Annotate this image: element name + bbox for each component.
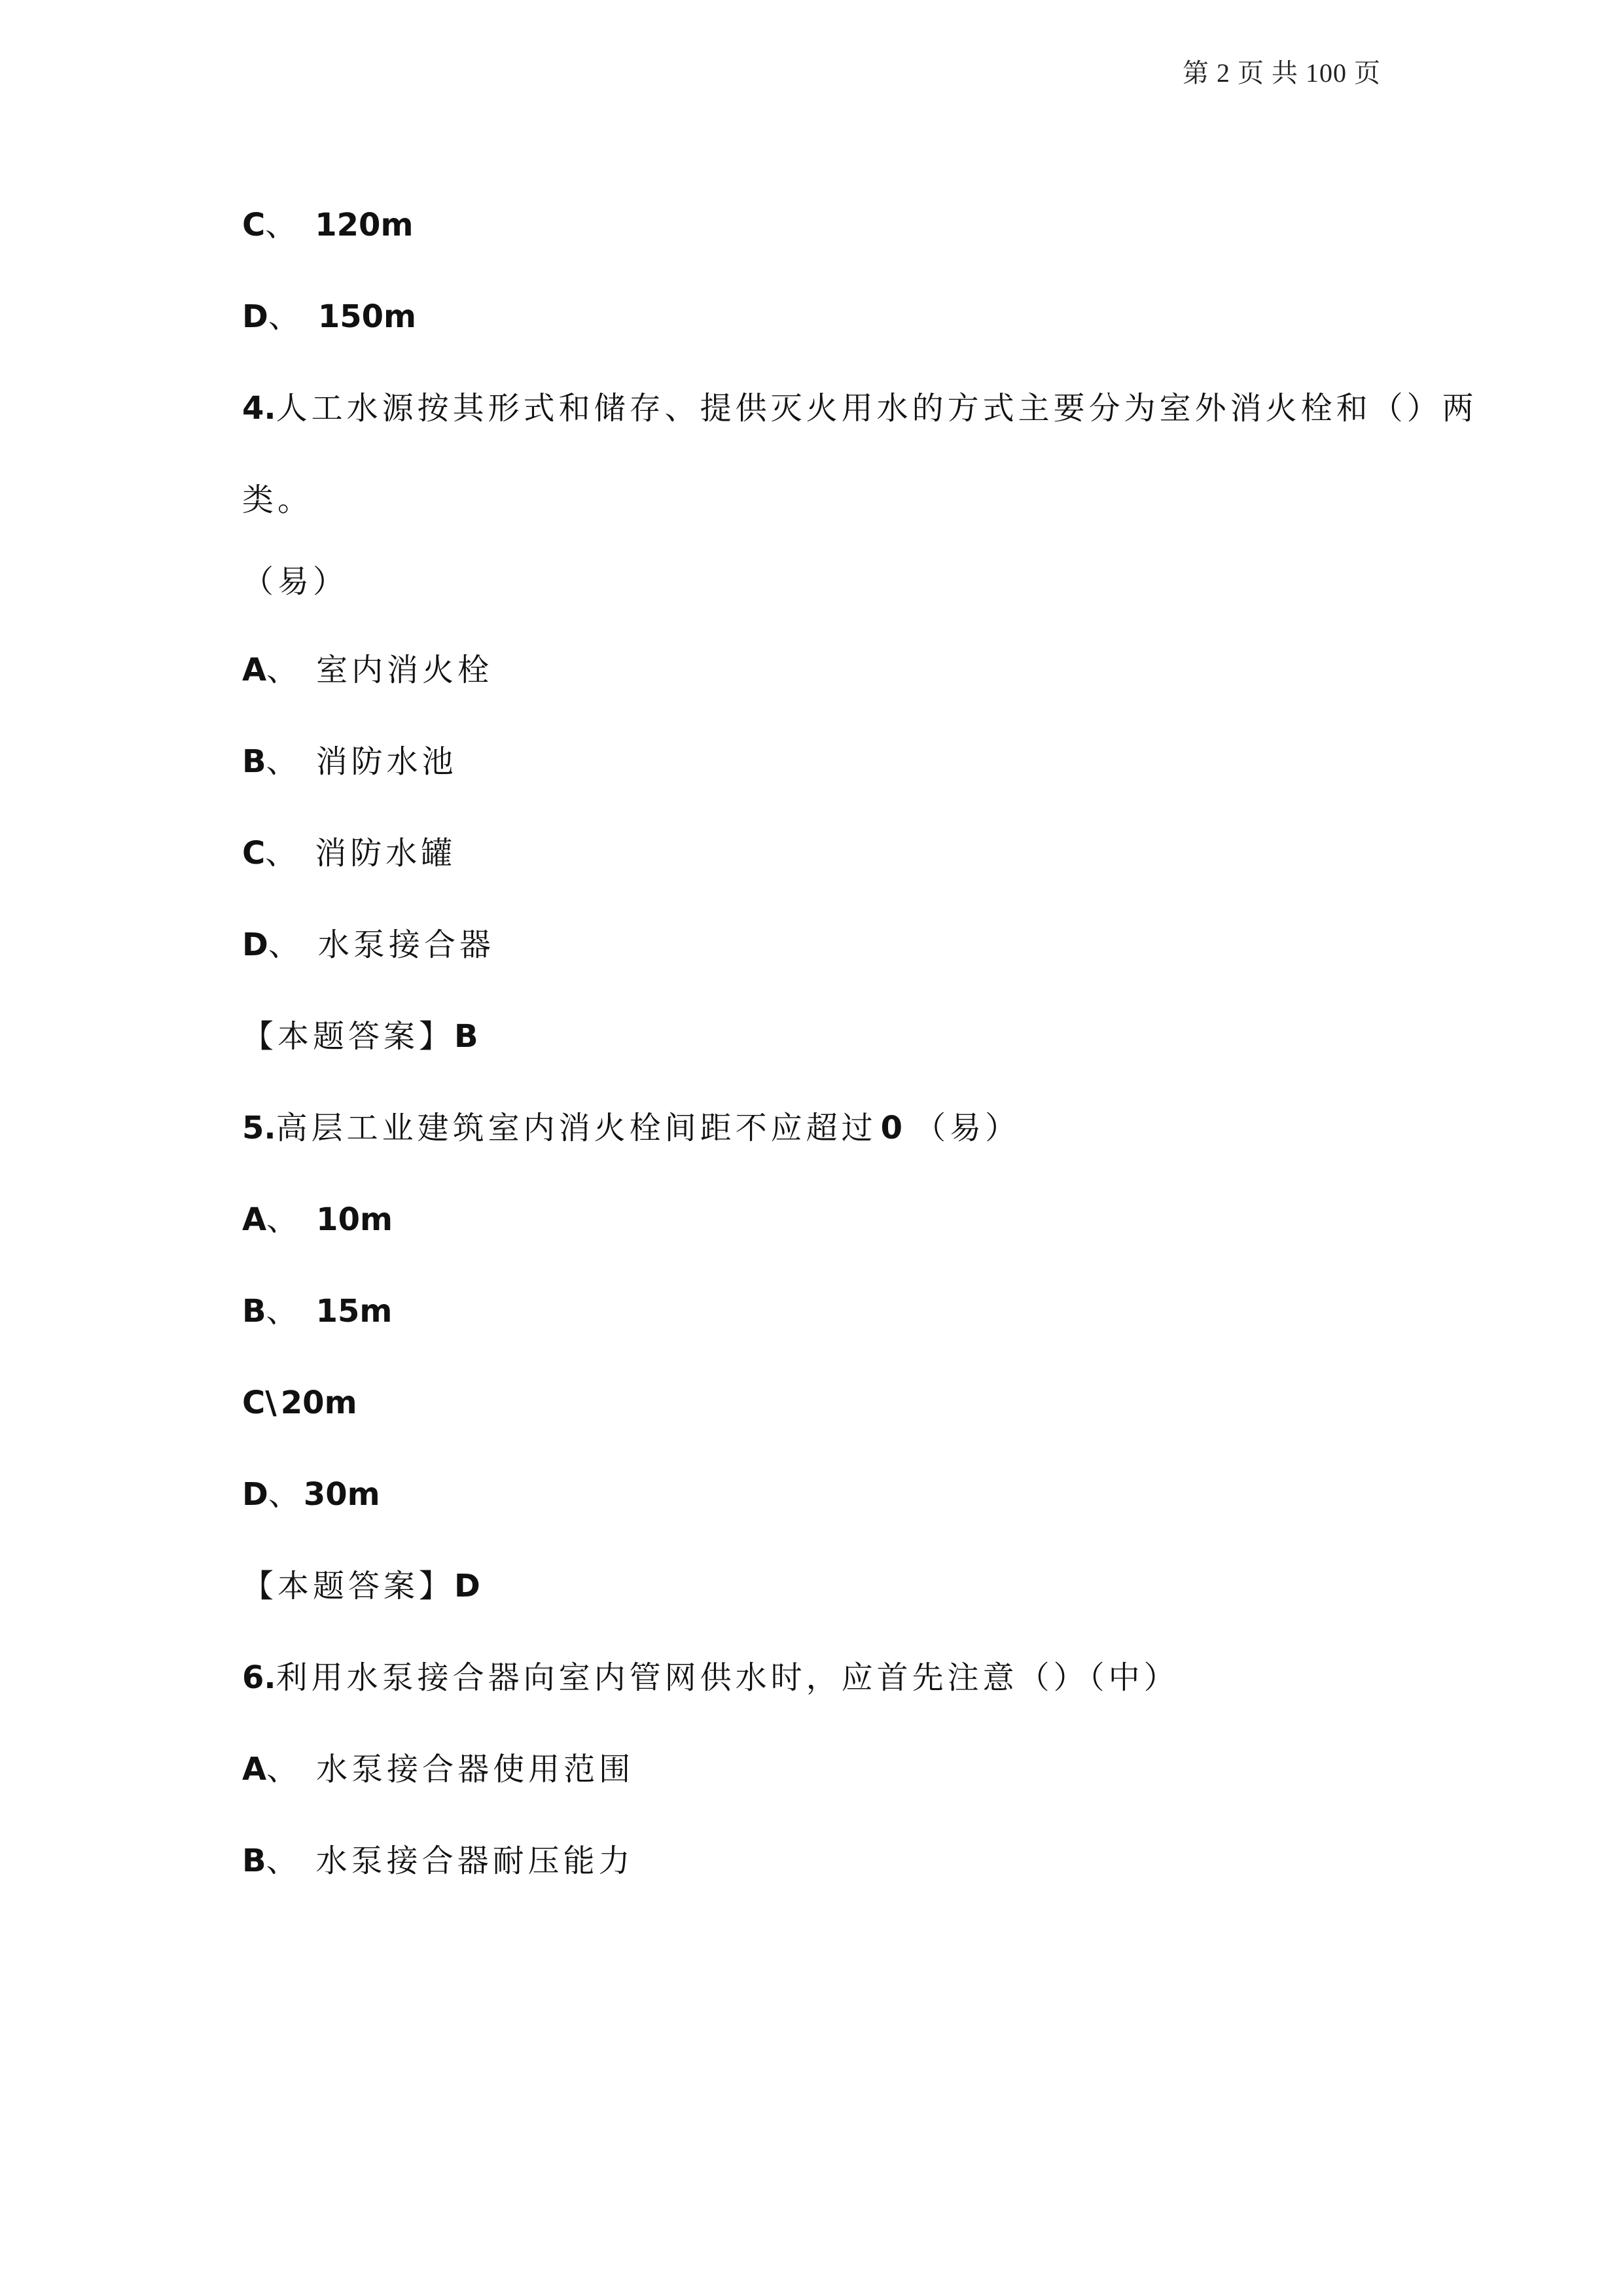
q4-option-a (242, 654, 493, 686)
option-text: 10m (316, 1201, 393, 1238)
q5-option-b (242, 1293, 393, 1330)
option-letter: B (242, 1843, 266, 1879)
option-text: 水泵接合器 (317, 927, 495, 963)
q6-option-a (242, 1751, 635, 1788)
question-number: 6. (242, 1659, 276, 1696)
q5-option-c (242, 1387, 357, 1419)
question-text: 人工水源按其形式和储存、提供灭火用水的方式主要分为室外消火栓和（）两 (276, 390, 1478, 427)
option-letter: D (242, 927, 268, 963)
answer-label: 【本题答案】 (242, 1568, 455, 1604)
question-number: 5. (242, 1110, 276, 1146)
option-letter: C (242, 207, 266, 243)
q5-option-a (242, 1201, 393, 1238)
option-text: 120m (315, 207, 414, 243)
q3-option-d (242, 298, 417, 335)
difficulty-label: （易） (242, 563, 349, 600)
option-sep: 、 (266, 1751, 302, 1788)
option-letter: D (242, 298, 268, 335)
q5-option-d (242, 1476, 380, 1513)
question-text: 高层工业建筑室内消火栓间距不应超过 (276, 1110, 877, 1146)
option-sep: 、 (265, 835, 301, 872)
question-blank: 0 (880, 1110, 903, 1146)
option-letter: B (242, 1293, 266, 1330)
q5-answer (242, 1570, 480, 1602)
option-text: 水泵接合器耐压能力 (315, 1843, 634, 1879)
option-text: 20m (280, 1385, 357, 1421)
answer-value: D (454, 1568, 480, 1604)
question-number: 4. (242, 390, 276, 427)
option-text: 消防水罐 (315, 835, 457, 872)
q4-option-c (242, 835, 457, 872)
option-letter: C (242, 835, 266, 872)
answer-label: 【本题答案】 (242, 1018, 455, 1055)
option-text: 水泵接合器使用范围 (316, 1751, 635, 1788)
option-sep: 、 (266, 1843, 302, 1879)
option-sep: 、 (266, 1201, 302, 1238)
option-letter: C\ (242, 1385, 277, 1421)
option-letter: A (242, 1201, 267, 1238)
option-sep: 、 (266, 652, 302, 688)
option-sep: 、 (266, 743, 302, 780)
q4-option-b (242, 743, 457, 780)
q4-option-d (242, 929, 495, 961)
option-text: 消防水池 (315, 743, 457, 780)
option-text: 30m (303, 1476, 380, 1513)
q3-option-c (242, 209, 413, 241)
option-sep: 、 (268, 1476, 304, 1513)
answer-value: B (454, 1018, 478, 1055)
page-indicator: 第 2 页 共 100 页 (1183, 58, 1381, 88)
q4-question-line1 (242, 390, 1478, 427)
difficulty-label: （易） (914, 1110, 1021, 1146)
option-text: 15m (315, 1293, 393, 1330)
question-text: 利用水泵接合器向室内管网供水时，应首先注意（）（中） (276, 1659, 1179, 1696)
option-sep: 、 (268, 298, 304, 335)
q6-option-b (242, 1845, 634, 1877)
question-text-cont: 类。 (242, 482, 313, 518)
option-sep: 、 (265, 207, 301, 243)
option-sep: 、 (268, 927, 304, 963)
q6-question (242, 1659, 1179, 1696)
option-letter: A (242, 652, 267, 688)
option-letter: D (242, 1476, 268, 1513)
option-text: 150m (317, 298, 417, 335)
q4-difficulty (242, 563, 349, 600)
option-letter: B (242, 743, 266, 780)
q5-question (242, 1112, 1020, 1144)
q4-question-line2 (242, 484, 313, 516)
option-text: 室内消火栓 (316, 652, 493, 688)
q4-answer (242, 1018, 478, 1055)
option-sep: 、 (266, 1293, 302, 1330)
option-letter: A (242, 1751, 267, 1788)
